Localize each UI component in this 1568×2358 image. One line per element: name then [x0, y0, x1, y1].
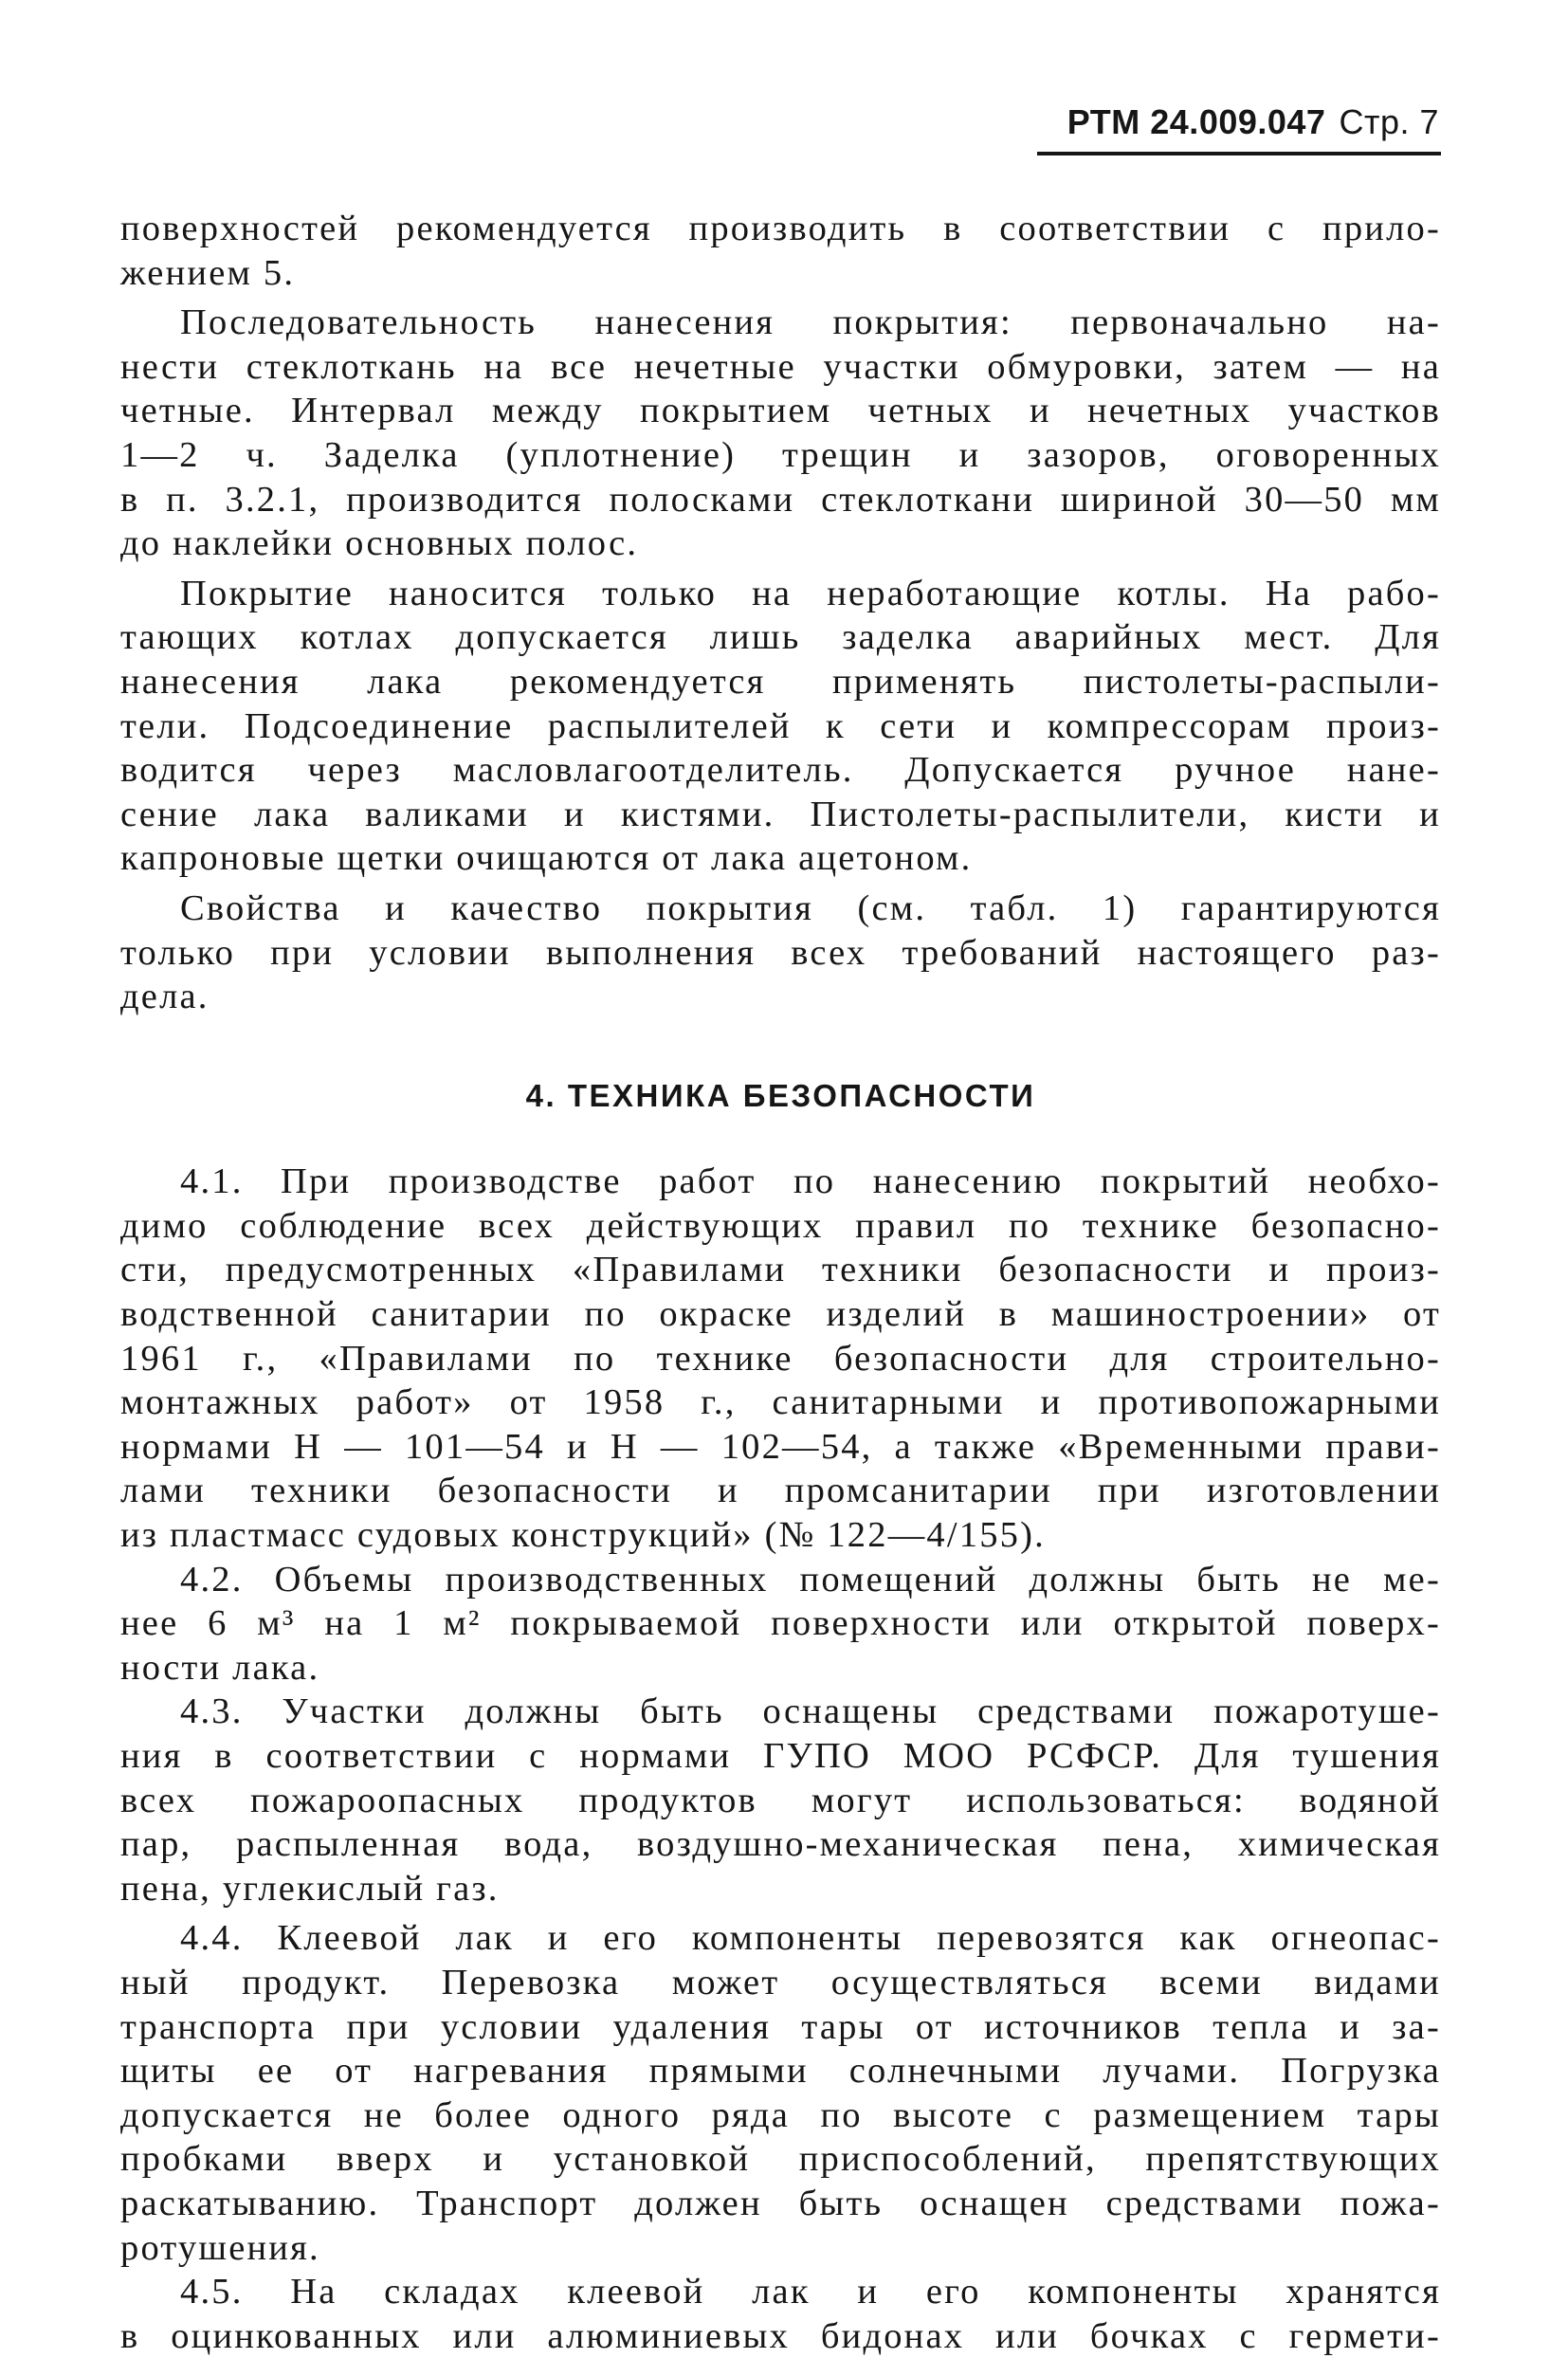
text-line: нанесения лака рекомендуется применять пистолеты-распыли- — [120, 661, 1441, 702]
text-line: только при условии выполнения всех требований настоящего раз- — [120, 932, 1441, 973]
text-line: водственной санитарии по окраске изделий в машиностроении» от — [120, 1294, 1441, 1335]
paragraph-4-5 — [120, 2270, 1441, 2358]
text-line: четные. Интервал между покрытием четных и нечетных участков — [120, 391, 1441, 431]
text-line: дела. — [120, 977, 210, 1017]
text-line: 4.5. На складах клеевой лак и его компоненты хранятся — [180, 2272, 1441, 2312]
text-line: пробками вверх и установкой приспособлений, препятствующих — [120, 2139, 1441, 2180]
text-line: ротушения. — [120, 2227, 320, 2268]
text-line: водится через масловлагоотделитель. Допускается ручное нане- — [120, 750, 1441, 791]
text-line: капроновые щетки очищаются от лака ацетоном. — [120, 838, 973, 879]
paragraph-4-4 — [120, 1916, 1441, 2270]
text-line: тели. Подсоединение распылителей к сети и компрессорам произ- — [120, 705, 1441, 746]
text-line: пена, углекислый газ. — [120, 1868, 500, 1909]
text-line: всех пожароопасных продуктов могут использоваться: водяной — [120, 1780, 1441, 1820]
text-line: щиты ее от нагревания прямыми солнечными лучами. Погрузка — [120, 2051, 1441, 2092]
page-header — [1067, 102, 1439, 142]
text-line: 4.4. Клеевой лак и его компоненты перевозятся как огнеопас- — [180, 1918, 1441, 1959]
text-line: раскатыванию. Транспорт должен быть оснащен средствами пожа- — [120, 2183, 1441, 2223]
paragraph — [120, 887, 1441, 1019]
text-line: 4.2. Объемы производственных помещений должны быть не ме- — [180, 1559, 1441, 1599]
page-number: Стр. 7 — [1339, 102, 1439, 141]
text-line: в оцинкованных или алюминиевых бидонах или бочках с гермети- — [120, 2315, 1441, 2356]
text-line: поверхностей рекомендуется производить в соответствии с прило- — [120, 209, 1441, 248]
text-line: сение лака валиками и кистями. Пистолеты-распылители, кисти и — [120, 794, 1441, 834]
section-heading: 4. ТЕХНИКА БЕЗОПАСНОСТИ — [525, 1077, 1036, 1113]
text-line: Последовательность нанесения покрытия: первоначально на- — [180, 302, 1441, 343]
text-line: нормами Н — 101—54 и Н — 102—54, а также «Временными прави- — [120, 1426, 1441, 1467]
text-line: 4.3. Участки должны быть оснащены средствами пожаротуше- — [180, 1691, 1441, 1732]
paragraph — [120, 572, 1441, 881]
text-line: ности лака. — [120, 1647, 320, 1688]
paragraph-4-2 — [120, 1558, 1441, 1691]
text-line: ный продукт. Перевозка может осуществляться всеми видами — [120, 1962, 1441, 2002]
text-line: в п. 3.2.1, производится полосками стеклоткани шириной 30—50 мм — [120, 479, 1441, 520]
text-line: пар, распыленная вода, воздушно-механическая пена, химическая — [120, 1824, 1441, 1865]
paragraph — [120, 301, 1441, 566]
text-line: монтажных работ» от 1958 г., санитарными и противопожарными — [120, 1382, 1441, 1423]
text-line: нести стеклоткань на все нечетные участки обмуровки, затем — на — [120, 346, 1441, 387]
text-line: Покрытие наносится только на неработающие котлы. На рабо- — [180, 573, 1441, 613]
text-line: димо соблюдение всех действующих правил по технике безопасно- — [120, 1205, 1441, 1246]
header-rule — [1037, 152, 1441, 155]
text-line: 1—2 ч. Заделка (уплотнение) трещин и зазоров, оговоренных — [120, 434, 1441, 475]
text-line: до наклейки основных полос. — [120, 523, 639, 564]
text-line: допускается не более одного ряда по высоте с размещением тары — [120, 2094, 1441, 2135]
text-line: лами техники безопасности и промсанитарии при изготовлении — [120, 1471, 1441, 1511]
text-line: тающих котлах допускается лишь заделка аварийных мест. Для — [120, 617, 1441, 658]
text-line: нее 6 м³ на 1 м² покрываемой поверхности или открытой поверх- — [120, 1603, 1441, 1644]
text-line: транспорта при условии удаления тары от источников тепла и за- — [120, 2006, 1441, 2047]
paragraph — [120, 207, 1441, 295]
document-body — [120, 207, 1441, 2358]
text-line: 4.1. При производстве работ по нанесению покрытий необхо- — [180, 1161, 1441, 1202]
text-line: из пластмасс судовых конструкций» (№ 122—4/155). — [120, 1515, 1046, 1556]
text-line: ния в соответствии с нормами ГУПО МОО РСФСР. Для тушения — [120, 1736, 1441, 1776]
paragraph-4-1 — [120, 1160, 1441, 1557]
text-line: 1961 г., «Правилами по технике безопасности для строительно- — [120, 1338, 1441, 1379]
text-line: жением 5. — [120, 252, 296, 293]
text-line: сти, предусмотренных «Правилами техники безопасности и произ- — [120, 1250, 1441, 1290]
text-line: Свойства и качество покрытия (см. табл. 1) гарантируются — [180, 887, 1441, 928]
paragraph-4-3 — [120, 1690, 1441, 1910]
document-code: РТМ 24.009.047 — [1067, 102, 1326, 141]
